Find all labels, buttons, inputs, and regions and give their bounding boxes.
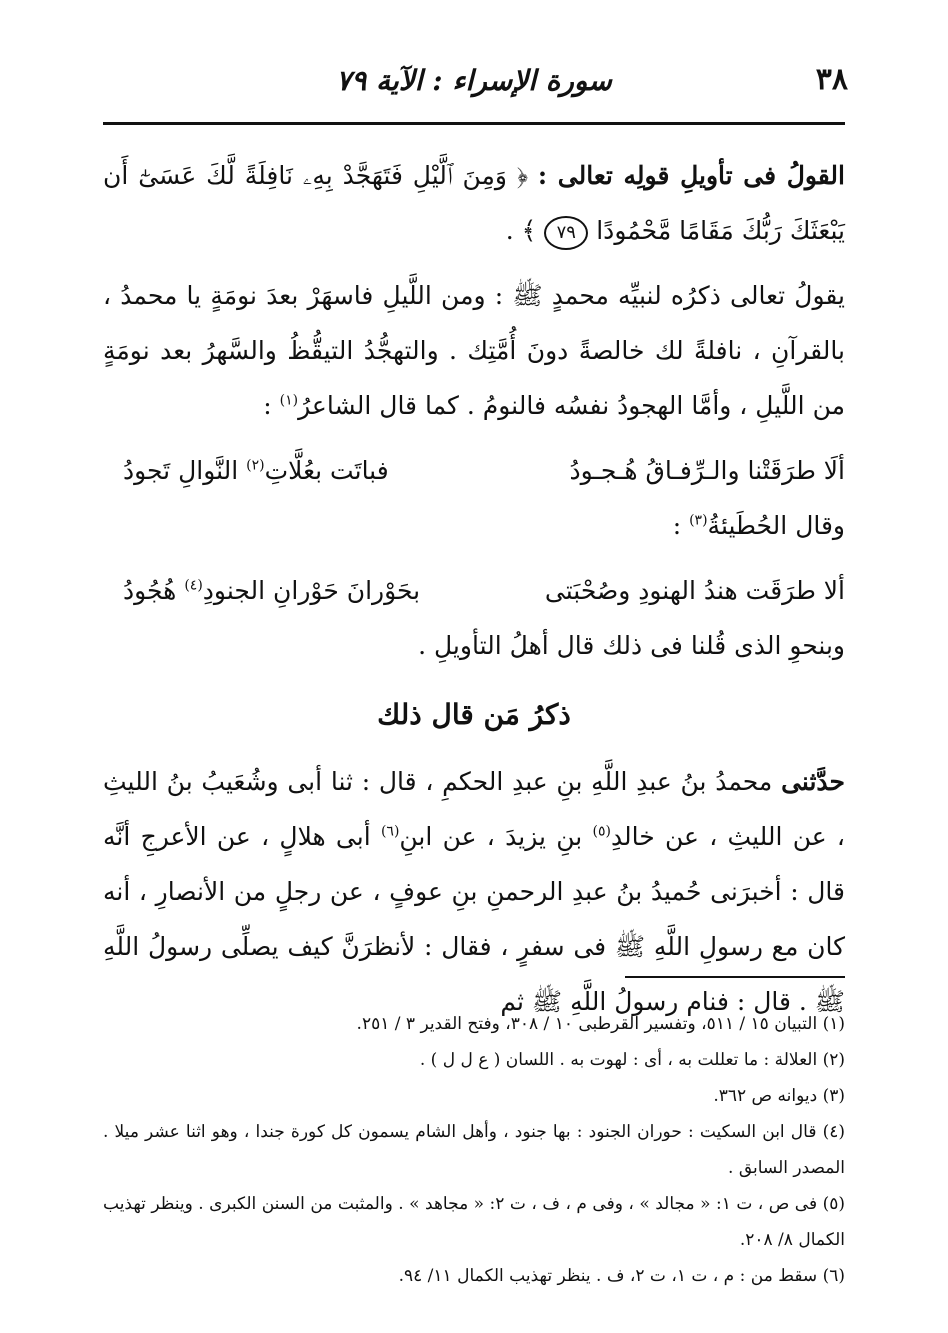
ayah-number-badge: ٧٩ <box>544 216 588 250</box>
footnote-ref: (٥) <box>592 823 611 840</box>
paragraph-tafsir <box>103 268 845 433</box>
paragraph-text: وقال الحُطَيئةُ <box>707 511 845 540</box>
quran-verse: ﴿ وَمِنَ ٱلَّيْلِ فَتَهَجَّدْ بِهِۦ نَافِلَةً لَّكَ عَسَىٰٓ أَن يَبْعَثَكَ رَبُّكَ مَقَامًا مَّحْمُودًا <box>103 161 845 245</box>
footnote: (٣) ديوانه ص ٣٦٢. <box>713 1086 845 1106</box>
paragraph-hadith <box>103 754 845 1029</box>
paragraph-text: محمدُ بنُ عبدِ اللَّهِ بنِ عبدِ الحكمِ ، قال : ثنا أبى وشُعَيبُ بنُ الليثِ ، عن الليثِ ، عن خالدِ <box>103 767 845 851</box>
footnote: (١) التبيان ١٥ / ٥١١، وتفسير القرطبى ١٠ / ٣٠٨، وفتح القدير ٣ / ٢٥١. <box>356 1014 845 1034</box>
hemistich-text: النَّوالِ تَجودُ <box>123 456 247 485</box>
paragraph-attribution <box>103 498 845 553</box>
paragraph-lead: حدَّثنى <box>781 767 845 796</box>
verse-hemistich-first: ألا طرَقَت هندُ الهنودِ وصُحْبَتى <box>544 576 845 605</box>
footnote-separator <box>625 976 845 978</box>
page-number: ٣٨ <box>815 62 848 97</box>
poetry-verse <box>103 443 845 498</box>
footnote: (٦) سقط من : م ، ت ١، ت ٢، ف . ينظر تهذيب الكمال ١١/ ٩٤. <box>398 1266 845 1286</box>
quran-close: ﴾ . <box>505 216 537 245</box>
footnote-ref: (٢) <box>246 457 265 474</box>
page-header <box>100 62 848 112</box>
hemistich-text: بحَوْرانَ حَوْرانِ الجنودِ <box>202 576 421 605</box>
poetry-verse <box>103 563 845 618</box>
paragraph-end: : <box>263 391 280 420</box>
hemistich-text: فباتَت بعُلَّاتِ <box>264 456 389 485</box>
hemistich-text: هُجُودُ <box>123 576 185 605</box>
verse-hemistich-second <box>123 563 420 618</box>
section-heading: ذكرُ مَن قال ذلك <box>377 698 571 731</box>
running-title: سورة الإسراء : الآية ٧٩ <box>336 64 612 97</box>
footnote: (٤) قال ابن السكيت : حوران الجنود : بها جنود ، وأهل الشام يسمون كل كورة جندا ، وهو اثنا عشر ميلا . المصدر السابق . <box>103 1122 845 1178</box>
verse-hemistich-second <box>123 443 389 498</box>
footnote: (٢) العلالة : ما تعللت به ، أى : لهوت به . اللسان ( ع ل ل ) . <box>419 1050 845 1070</box>
paragraph-summary: وبنحوِ الذى قُلنا فى ذلك قال أهلُ التأويلِ . <box>418 631 845 660</box>
main-text <box>103 148 845 1039</box>
verse-hemistich-first: ألَا طرَقَتْنا والـرِّفـاقُ هُـجـودُ <box>569 456 845 485</box>
footnotes <box>103 1006 845 1294</box>
footnote-ref: (٤) <box>184 577 203 594</box>
header-rule <box>103 122 845 125</box>
footnote-ref: (١) <box>279 392 299 409</box>
paragraph-verse-intro <box>103 148 845 258</box>
paragraph-end: : <box>672 511 690 540</box>
paragraph-text: بنِ يزيدَ ، عن ابنِ <box>399 822 593 851</box>
footnote: (٥) فى ص ، ت ١: « مجالد » ، وفى م ، ف ، ت ٢: « مجاهد » . والمثبت من السنن الكبرى . وينظر تهذيب الكمال ٨/ ٢٠٨. <box>103 1194 845 1250</box>
paragraph-text: يقولُ تعالى ذكرُه لنبيِّه محمدٍ ﷺ : ومن اللَّيلِ فاسهَرْ بعدَ نومَةٍ يا محمدُ ، بالقرآنِ ، نافلةً لك خالصةً دونَ أُمَّتِك . والتهجُّدُ التيقُّظُ والسَّهرُ بعد نومَةٍ من اللَّيلِ ، وأمَّا الهجودُ نفسُه فالنومُ . كما قال الشاعرُ <box>103 281 845 420</box>
footnote-ref: (٣) <box>689 512 708 529</box>
paragraph-lead: القولُ فى تأويلِ قولِه تعالى : <box>537 161 845 190</box>
paragraph-text: أبى هلالٍ ، عن الأعرجِ أنَّه قال : أخبرَنى حُميدُ بنُ عبدِ الرحمنِ بنِ عوفٍ ، عن رجلٍ من الأنصارِ ، أنه كان مع رسولِ اللَّهِ ﷺ فى سفرٍ ، فقال : لأنظرَنَّ كيف يصلِّى رسولُ اللَّهِ ﷺ . قال : فنام رسولُ اللَّهِ ﷺ ثم <box>103 822 845 1016</box>
footnote-ref: (٦) <box>380 823 400 840</box>
